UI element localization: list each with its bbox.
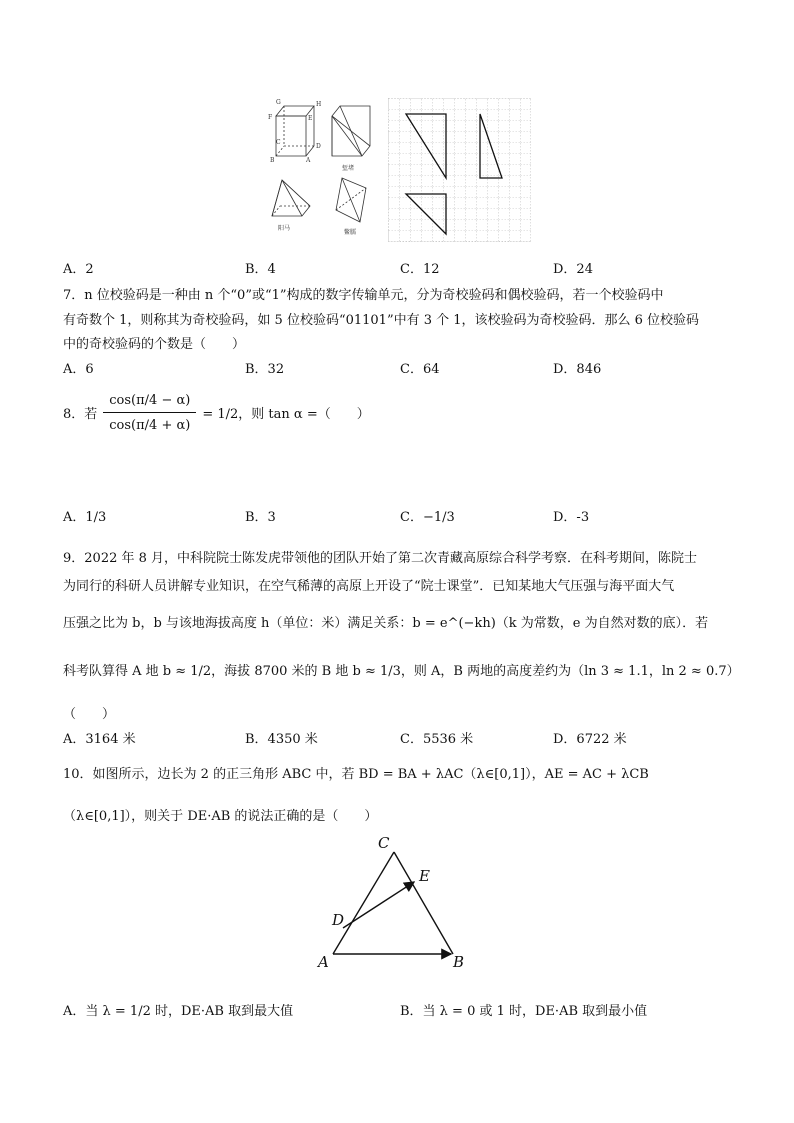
- q9-stem-line5: （ ）: [63, 707, 116, 722]
- bienao-label: 鳖臑: [344, 229, 357, 236]
- qiandu-label: 堑堵: [342, 165, 355, 172]
- cube-label-d: D: [316, 143, 321, 150]
- q10-option-a[interactable]: A．当 λ = 1/2 时，DE·AB 取到最大值: [63, 1004, 294, 1019]
- q8-rhs: = 1/2，则 tan α =（ ）: [202, 406, 370, 422]
- q9-stem-line4: 科考队算得 A 地 b ≈ 1/2，海拔 8700 米的 B 地 b ≈ 1/3，则 A，B 两地的高度差约为（ln 3 ≈ 1.1，ln 2 ≈ 0.7）: [63, 664, 740, 679]
- q7-stem-line1: 7．n 位校验码是一种由 n 个“0”或“1”构成的数字传输单元，分为奇校验码和偶校验码，若一个校验码中: [63, 288, 664, 303]
- q6-option-c[interactable]: C．12: [400, 262, 440, 277]
- solid-figures-diagram: [262, 98, 384, 248]
- three-view-grid-diagram: [388, 98, 531, 242]
- q9-option-d[interactable]: D．6722 米: [553, 732, 627, 747]
- cube-label-c: C: [276, 139, 281, 146]
- q6-option-b[interactable]: B．4: [245, 262, 276, 277]
- q8-option-d[interactable]: D．-3: [553, 510, 590, 525]
- label-e: E: [419, 867, 430, 885]
- q8-numerator: cos(π/4 − α): [103, 392, 196, 413]
- cube-label-g: G: [276, 99, 281, 106]
- yangma-label: 阳马: [278, 225, 291, 232]
- cube-label-e: E: [308, 115, 313, 122]
- q7-stem-line3: 中的奇校验码的个数是（ ）: [63, 337, 246, 352]
- q10-stem-line2: （λ∈[0,1]），则关于 DE·AB 的说法正确的是（ ）: [63, 809, 378, 824]
- q8-option-c[interactable]: C．−1/3: [400, 510, 455, 525]
- q8-denominator: cos(π/4 + α): [109, 417, 191, 433]
- q10-stem-line1: 10．如图所示，边长为 2 的正三角形 ABC 中，若 BD = BA + λAC（λ∈[0,1]），AE = AC + λCB: [63, 767, 649, 782]
- label-a: A: [318, 953, 329, 971]
- cube-label-f: F: [268, 114, 273, 121]
- label-c: C: [378, 834, 390, 852]
- q7-option-d[interactable]: D．846: [553, 362, 602, 377]
- q8-option-a[interactable]: A．1/3: [63, 510, 107, 525]
- label-d: D: [332, 911, 345, 929]
- q6-option-a[interactable]: A．2: [63, 262, 94, 277]
- q9-stem-line1: 9．2022 年 8 月，中科院院士陈发虎带领他的团队开始了第二次青藏高原综合科学考察．在科考期间，陈院士: [63, 551, 698, 566]
- label-b: B: [453, 953, 465, 971]
- q7-option-b[interactable]: B．32: [245, 362, 285, 377]
- q8-prefix: 8．若: [63, 406, 98, 422]
- q6-option-d[interactable]: D．24: [553, 262, 593, 277]
- q10-option-b[interactable]: B．当 λ = 0 或 1 时，DE·AB 取到最小值: [400, 1004, 648, 1019]
- q9-stem-line2: 为同行的科研人员讲解专业知识，在空气稀薄的高原上开设了“院士课堂”．已知某地大气压强与海平面大气: [63, 579, 675, 594]
- cube-label-b: B: [270, 157, 275, 164]
- q9-option-b[interactable]: B．4350 米: [245, 732, 318, 747]
- q9-stem-line3: 压强之比为 b，b 与该地海拔高度 h（单位：米）满足关系：b = e^(−kh)（k 为常数，e 为自然对数的底）．若: [63, 616, 709, 631]
- q8-option-b[interactable]: B．3: [245, 510, 276, 525]
- q9-option-a[interactable]: A．3164 米: [63, 732, 136, 747]
- cube-label-a: A: [306, 157, 311, 164]
- q9-option-c[interactable]: C．5536 米: [400, 732, 474, 747]
- triangle-abc-diagram: [312, 830, 482, 972]
- q7-stem-line2: 有奇数个 1，则称其为奇校验码，如 5 位校验码“01101”中有 3 个 1，该校验码为奇校验码．那么 6 位校验码: [63, 313, 700, 328]
- q7-option-a[interactable]: A．6: [63, 362, 94, 377]
- q7-option-c[interactable]: C．64: [400, 362, 440, 377]
- cube-label-h: H: [316, 101, 322, 108]
